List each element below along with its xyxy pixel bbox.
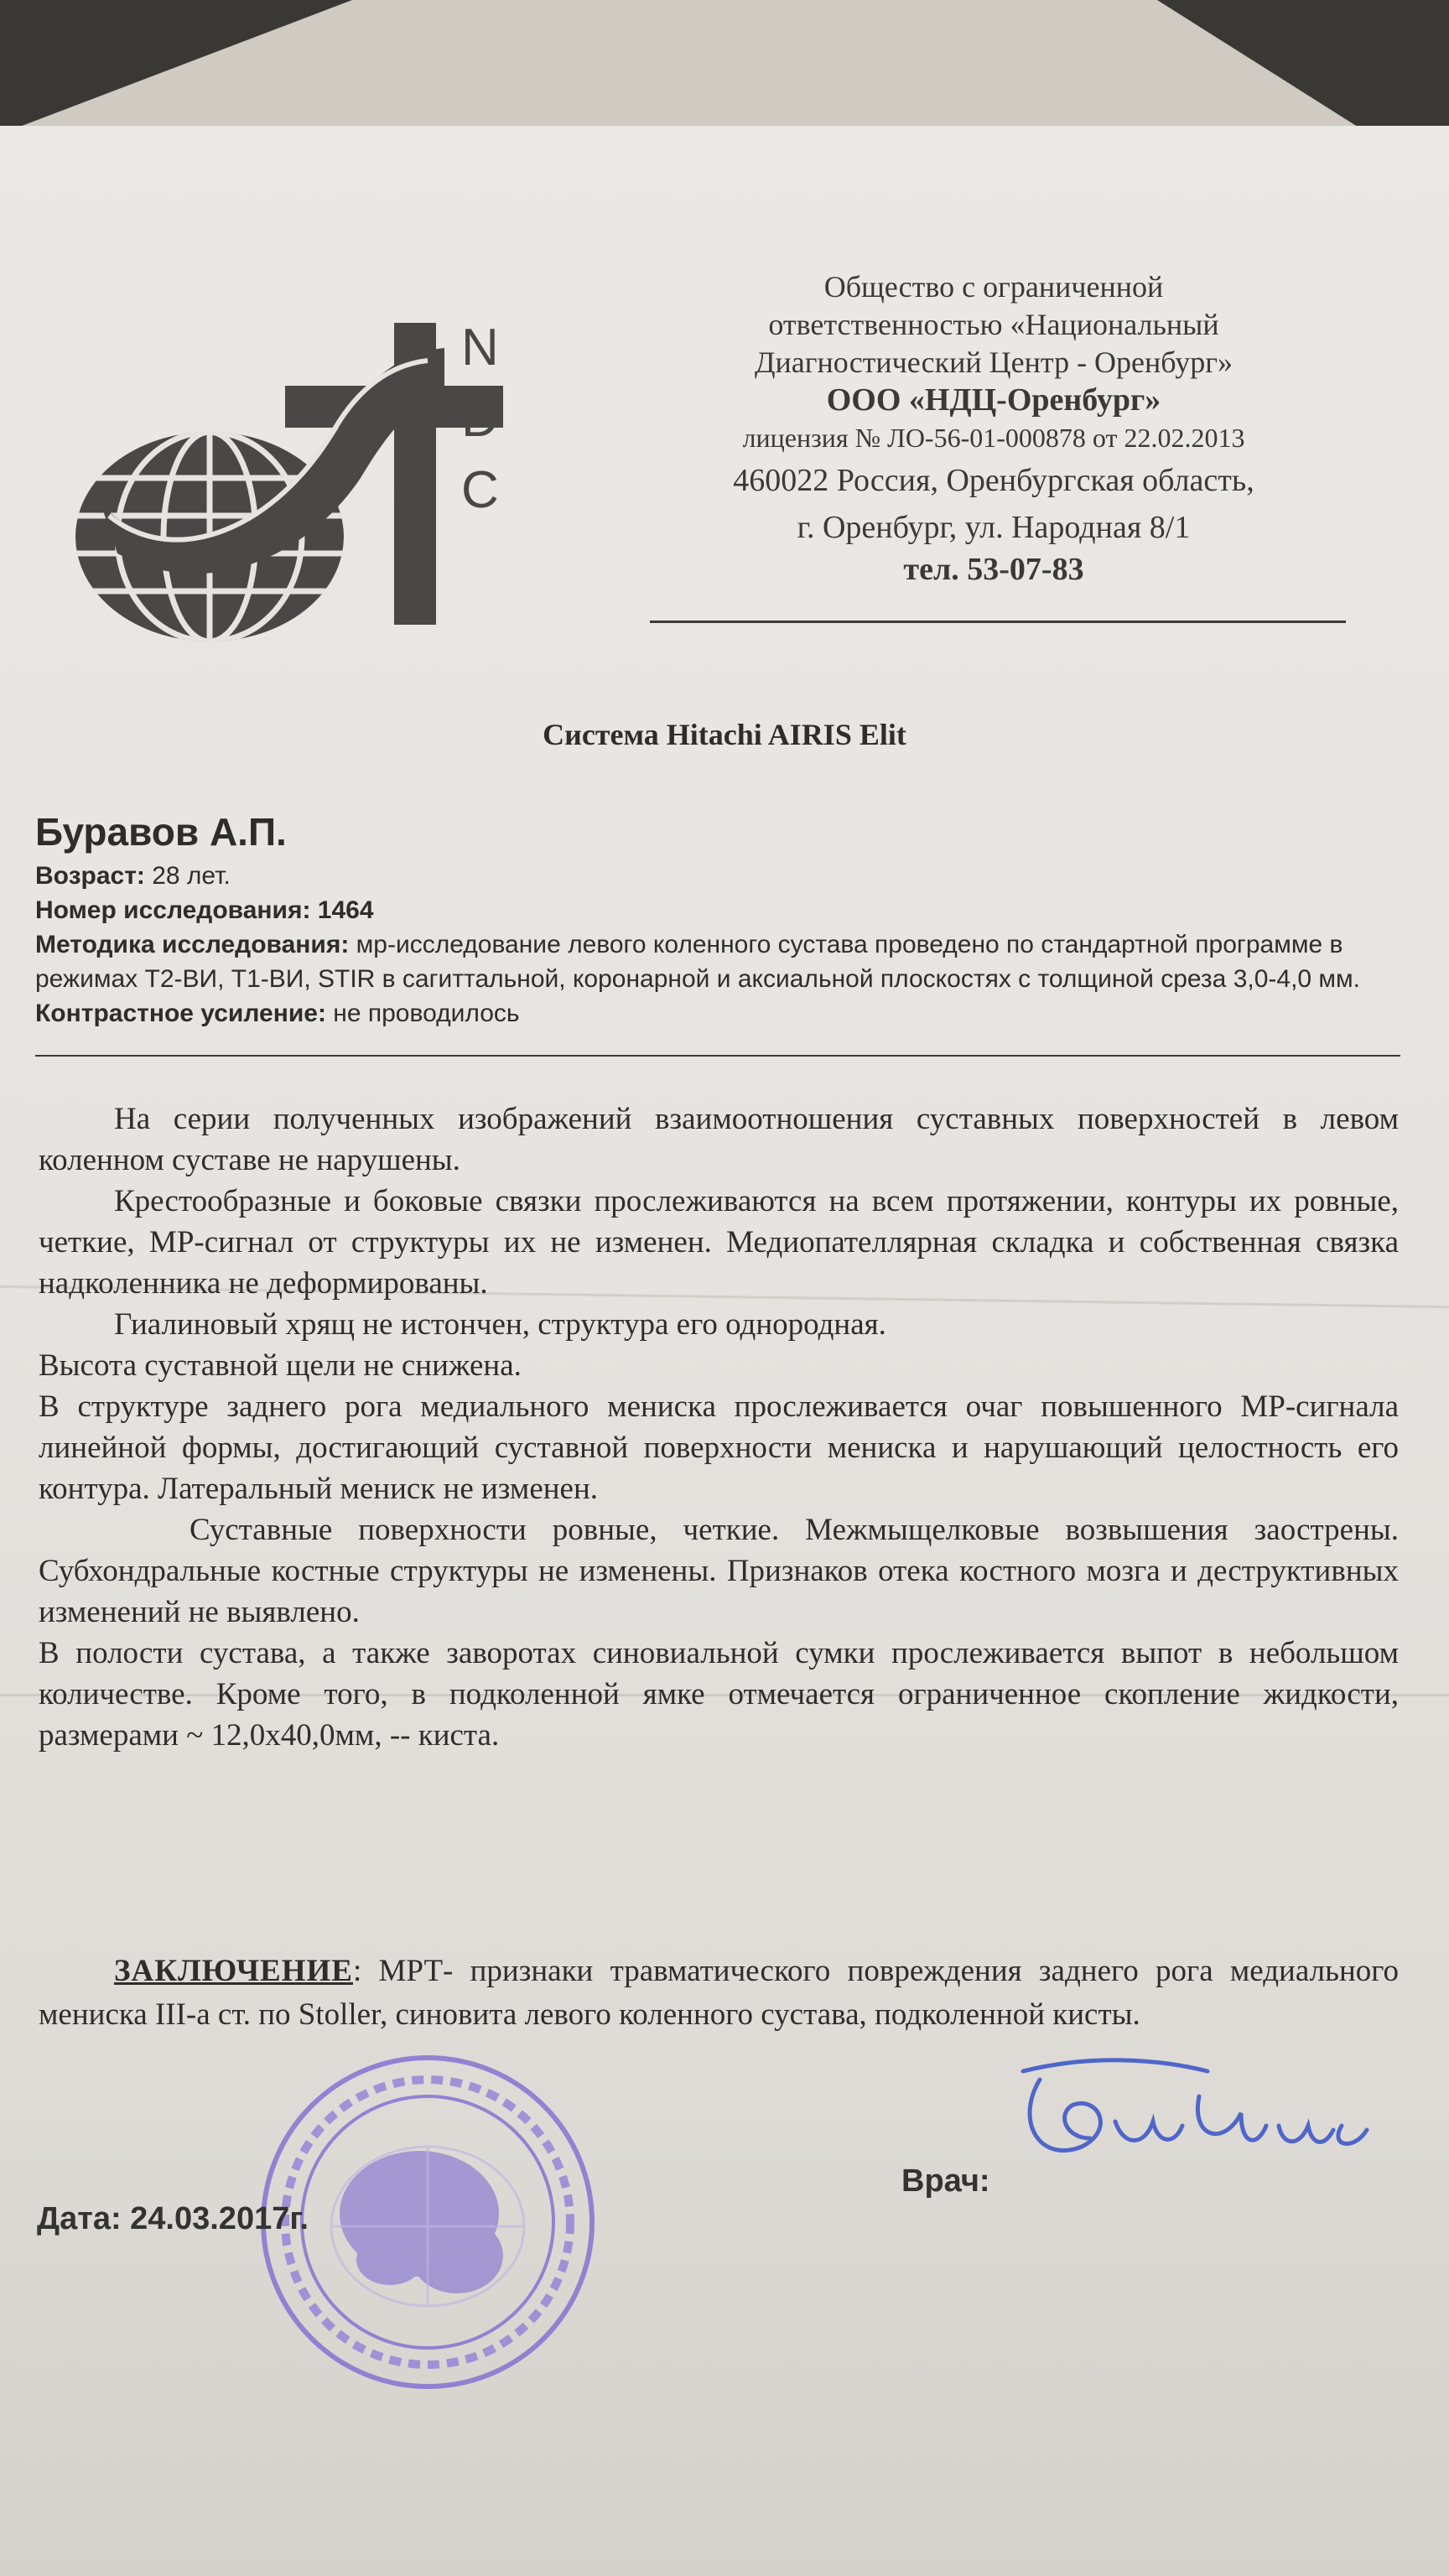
contrast-value: не проводилось [325, 1000, 520, 1027]
age-label: Возраст: [35, 862, 145, 890]
ndc-logo [67, 302, 537, 654]
finding-paragraph: В полости сустава, а также заворотах синовиальной сумки прослеживается выпот в небольшом количестве. Кроме того, в подколенной ямке отмечается ограниченное скопление жидкости, размерами ~ 12,0х40,0мм, -- киста. [39, 1636, 1399, 1753]
org-line: Диагностический Центр - Оренбург» [754, 345, 1233, 379]
header-divider [650, 621, 1346, 623]
method-value: мр-исследование левого коленного сустава проведено по стандартной программе в режимах Т2-ВИ, Т1-ВИ, STIR в сагиттальной, коронарной и аксиальной плоскостях с толщиной среза 3,0-4,0 мм. [35, 931, 1361, 993]
finding-paragraph: В структуре заднего рога медиального мениска прослеживается очаг повышенного МР-сигнала линейной формы, достигающий суставной поверхности мениска и нарушающий целостность его контура. Латеральный мениск не изменен. [39, 1389, 1399, 1506]
phone-line: тел. 53-07-83 [903, 552, 1084, 587]
findings-body [39, 1098, 1399, 1756]
system-title: Система Hitachi AIRIS Elit [543, 718, 906, 751]
method-line [35, 927, 1410, 996]
finding-paragraph: На серии полученных изображений взаимоотношения суставных поверхностей в левом коленном суставе не нарушены. [39, 1102, 1399, 1177]
report-date: Дата: 24.03.2017г. [37, 2201, 309, 2236]
patient-info [35, 805, 1410, 1031]
license-line: лицензия № ЛО-56-01-000878 от 22.02.2013 [742, 423, 1245, 453]
conclusion [39, 1950, 1399, 2037]
contrast-line [35, 996, 1410, 1031]
org-line: ответственностью «Национальный [768, 308, 1219, 341]
conclusion-label: ЗАКЛЮЧЕНИЕ [114, 1954, 353, 1988]
finding-paragraph: Крестообразные и боковые связки прослеживаются на всем протяжении, контуры их ровные, четкие, МР-сигнал от структуры их не изменен. Медиопателлярная складка и собственная связка надколенника не деформированы. [39, 1184, 1399, 1301]
method-label: Методика исследования: [35, 931, 350, 958]
study-line [35, 893, 1410, 927]
doctor-signature [989, 2046, 1375, 2180]
finding-paragraph: Гиалиновый хрящ не истончен, структура его однородная. [114, 1307, 886, 1342]
organization-header [637, 268, 1350, 589]
age-line [35, 859, 1410, 893]
meta-divider [35, 1055, 1400, 1057]
contrast-label: Контрастное усиление: [35, 1000, 326, 1027]
finding-paragraph: Высота суставной щели не снижена. [39, 1348, 522, 1383]
logo-letter: D [461, 390, 499, 448]
finding-paragraph: Суставные поверхности ровные, четкие. Межмыщелковые возвышения заострены. Субхондральные костные структуры не изменены. Признаков отека костного мозга и деструктивных изменений не выявлено. [39, 1513, 1399, 1629]
address-line-2: г. Оренбург, ул. Народная 8/1 [797, 510, 1191, 545]
doctor-label: Врач: [901, 2163, 990, 2199]
org-line: Общество с ограниченной [823, 270, 1164, 304]
org-short-name: ООО «НДЦ-Оренбург» [826, 382, 1161, 418]
logo-letter: N [461, 319, 499, 377]
study-label: Номер исследования: 1464 [35, 896, 374, 924]
age-value: 28 лет. [144, 862, 231, 890]
patient-name: Буравов А.П. [35, 810, 287, 854]
logo-letter: C [461, 461, 499, 519]
address-line-1: 460022 Россия, Оренбургская область, [733, 463, 1254, 498]
background-dark-corner [0, 0, 352, 134]
conclusion-text: : МРТ- признаки травматического повреждения заднего рога медиального мениска III-а ст. по Stoller, синовита левого коленного сустава, подколенной кисты. [39, 1954, 1399, 2032]
